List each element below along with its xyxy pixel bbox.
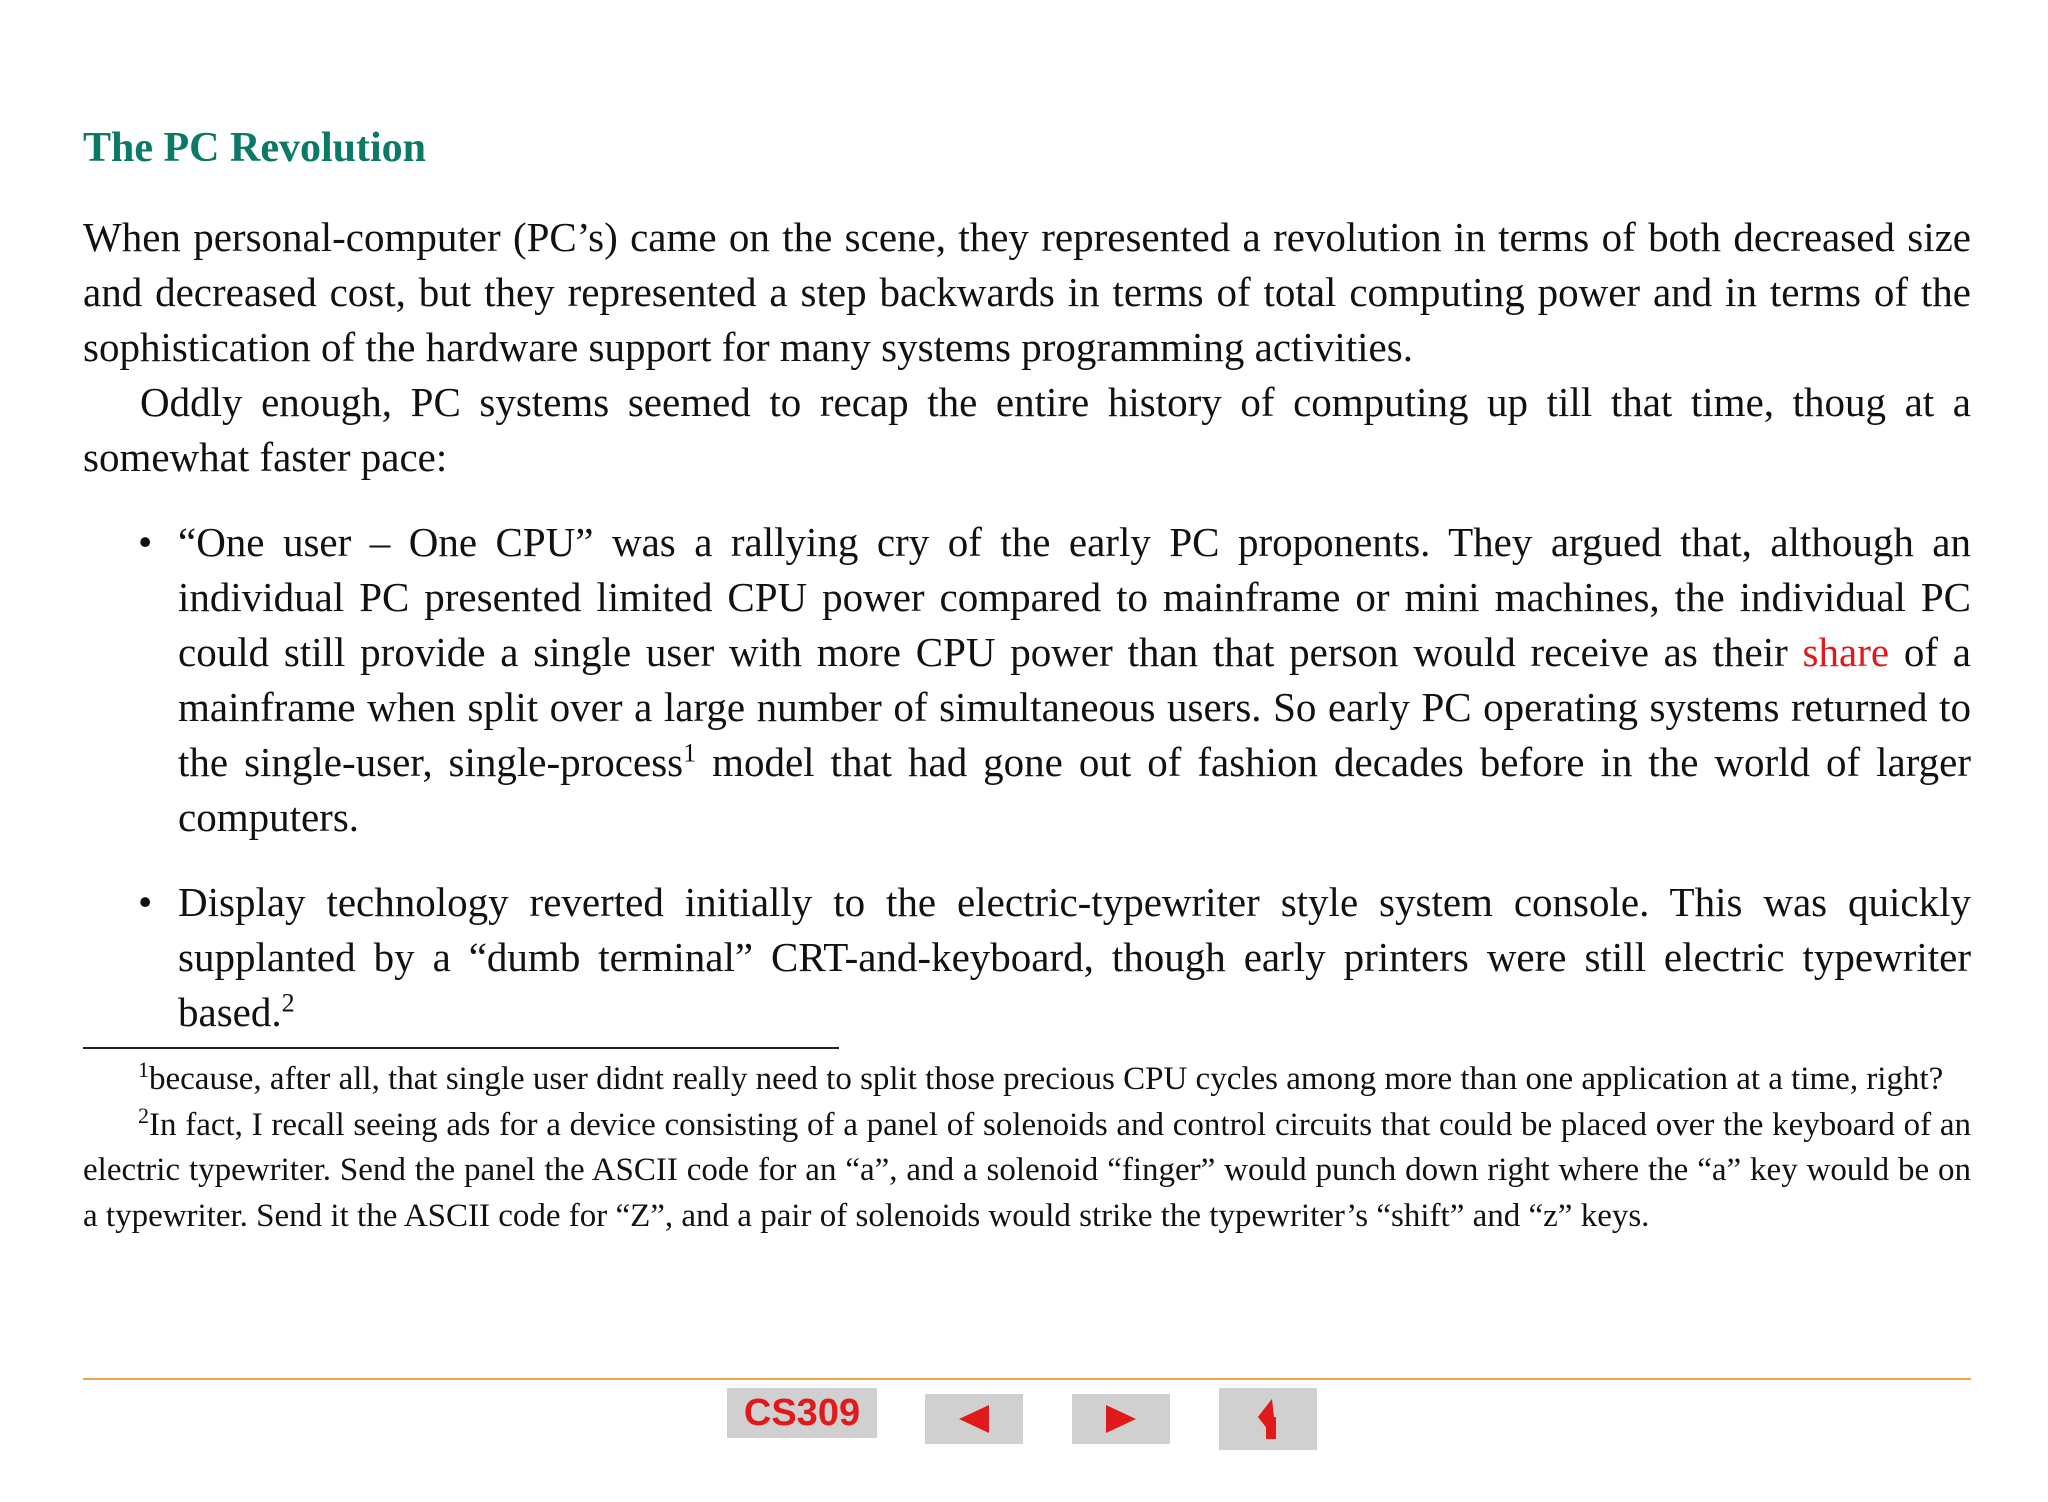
footnote-mark: 1 <box>138 1057 149 1082</box>
bullet-text <box>178 515 1971 845</box>
navigation-divider <box>83 1378 1971 1380</box>
bullet-text <box>178 875 1971 1040</box>
footnote-1 <box>83 1057 1971 1103</box>
intro-paragraph: When personal-computer (PC’s) came on the scene, they represented a revolution in terms of both decreased size and decreased cost, but they represented a step backwards in terms of total computing power and in terms of the sophistication of the hardware support for many systems programming activities. <box>83 214 1971 370</box>
footnote-text: In fact, I recall seeing ads for a device consisting of a panel of solenoids and control circuits that could be placed over the keyboard of an electric typewriter. Send the panel the ASCII code for an “a”, and a solenoid “finger” would punch down right where the “a” key would be on a typewriter. Send it the ASCII code for “Z”, and a pair of solenoids would strike the typewriter’s “shift” and “z” keys. <box>83 1106 1971 1234</box>
second-paragraph-text: Oddly enough, PC systems seemed to recap the entire history of computing up till that time, thoug at a somewhat faster pace: <box>83 379 1971 480</box>
footnote-divider <box>83 1047 839 1049</box>
right-triangle-icon <box>1104 1404 1138 1434</box>
footnote-text: because, after all, that single user didnt really need to split those precious CPU cycles among more than one application at a time, right? <box>149 1061 1944 1097</box>
course-home-button[interactable]: CS309 <box>727 1388 877 1438</box>
navigation-bar <box>0 1388 2048 1448</box>
left-triangle-icon <box>957 1404 991 1434</box>
previous-slide-button[interactable] <box>925 1394 1023 1444</box>
bullet-dot-icon: • <box>138 519 153 565</box>
bullet-text-segment: “One user – One CPU” was a rallying cry of the early PC proponents. They argued that, although an individual PC presented limited CPU power compared to mainframe or mini machines, the individual PC could still provide a single user with more CPU power than that person would receive as their <box>178 519 1971 675</box>
next-slide-button[interactable] <box>1072 1394 1170 1444</box>
bullet-text-segment: Display technology reverted initially to the electric-typewriter style system console. This was quickly supplanted by a “dumb terminal” CRT-and-keyboard, though early printers were still electric typewriter based. <box>178 879 1971 1035</box>
bullet-text-segment: model that had gone out of fashion decades before in the world of larger computers. <box>178 739 1971 840</box>
second-paragraph <box>83 375 1971 485</box>
return-arrow-icon <box>1254 1397 1282 1441</box>
bullet-dot-icon: • <box>138 879 153 925</box>
return-button[interactable] <box>1219 1388 1317 1450</box>
footnotes <box>83 1057 1971 1239</box>
footnote-2 <box>83 1103 1971 1240</box>
footnote-mark: 2 <box>138 1102 149 1128</box>
slide-title: The PC Revolution <box>83 125 427 171</box>
footnote-ref-2: 2 <box>281 988 295 1018</box>
bullet-text-segment: of a mainframe when split over a large number of simultaneous users. So early PC operating systems returned to the single-user, single-process <box>178 629 1971 785</box>
footnote-ref-1: 1 <box>683 738 697 768</box>
share-link[interactable]: share <box>1802 629 1890 675</box>
